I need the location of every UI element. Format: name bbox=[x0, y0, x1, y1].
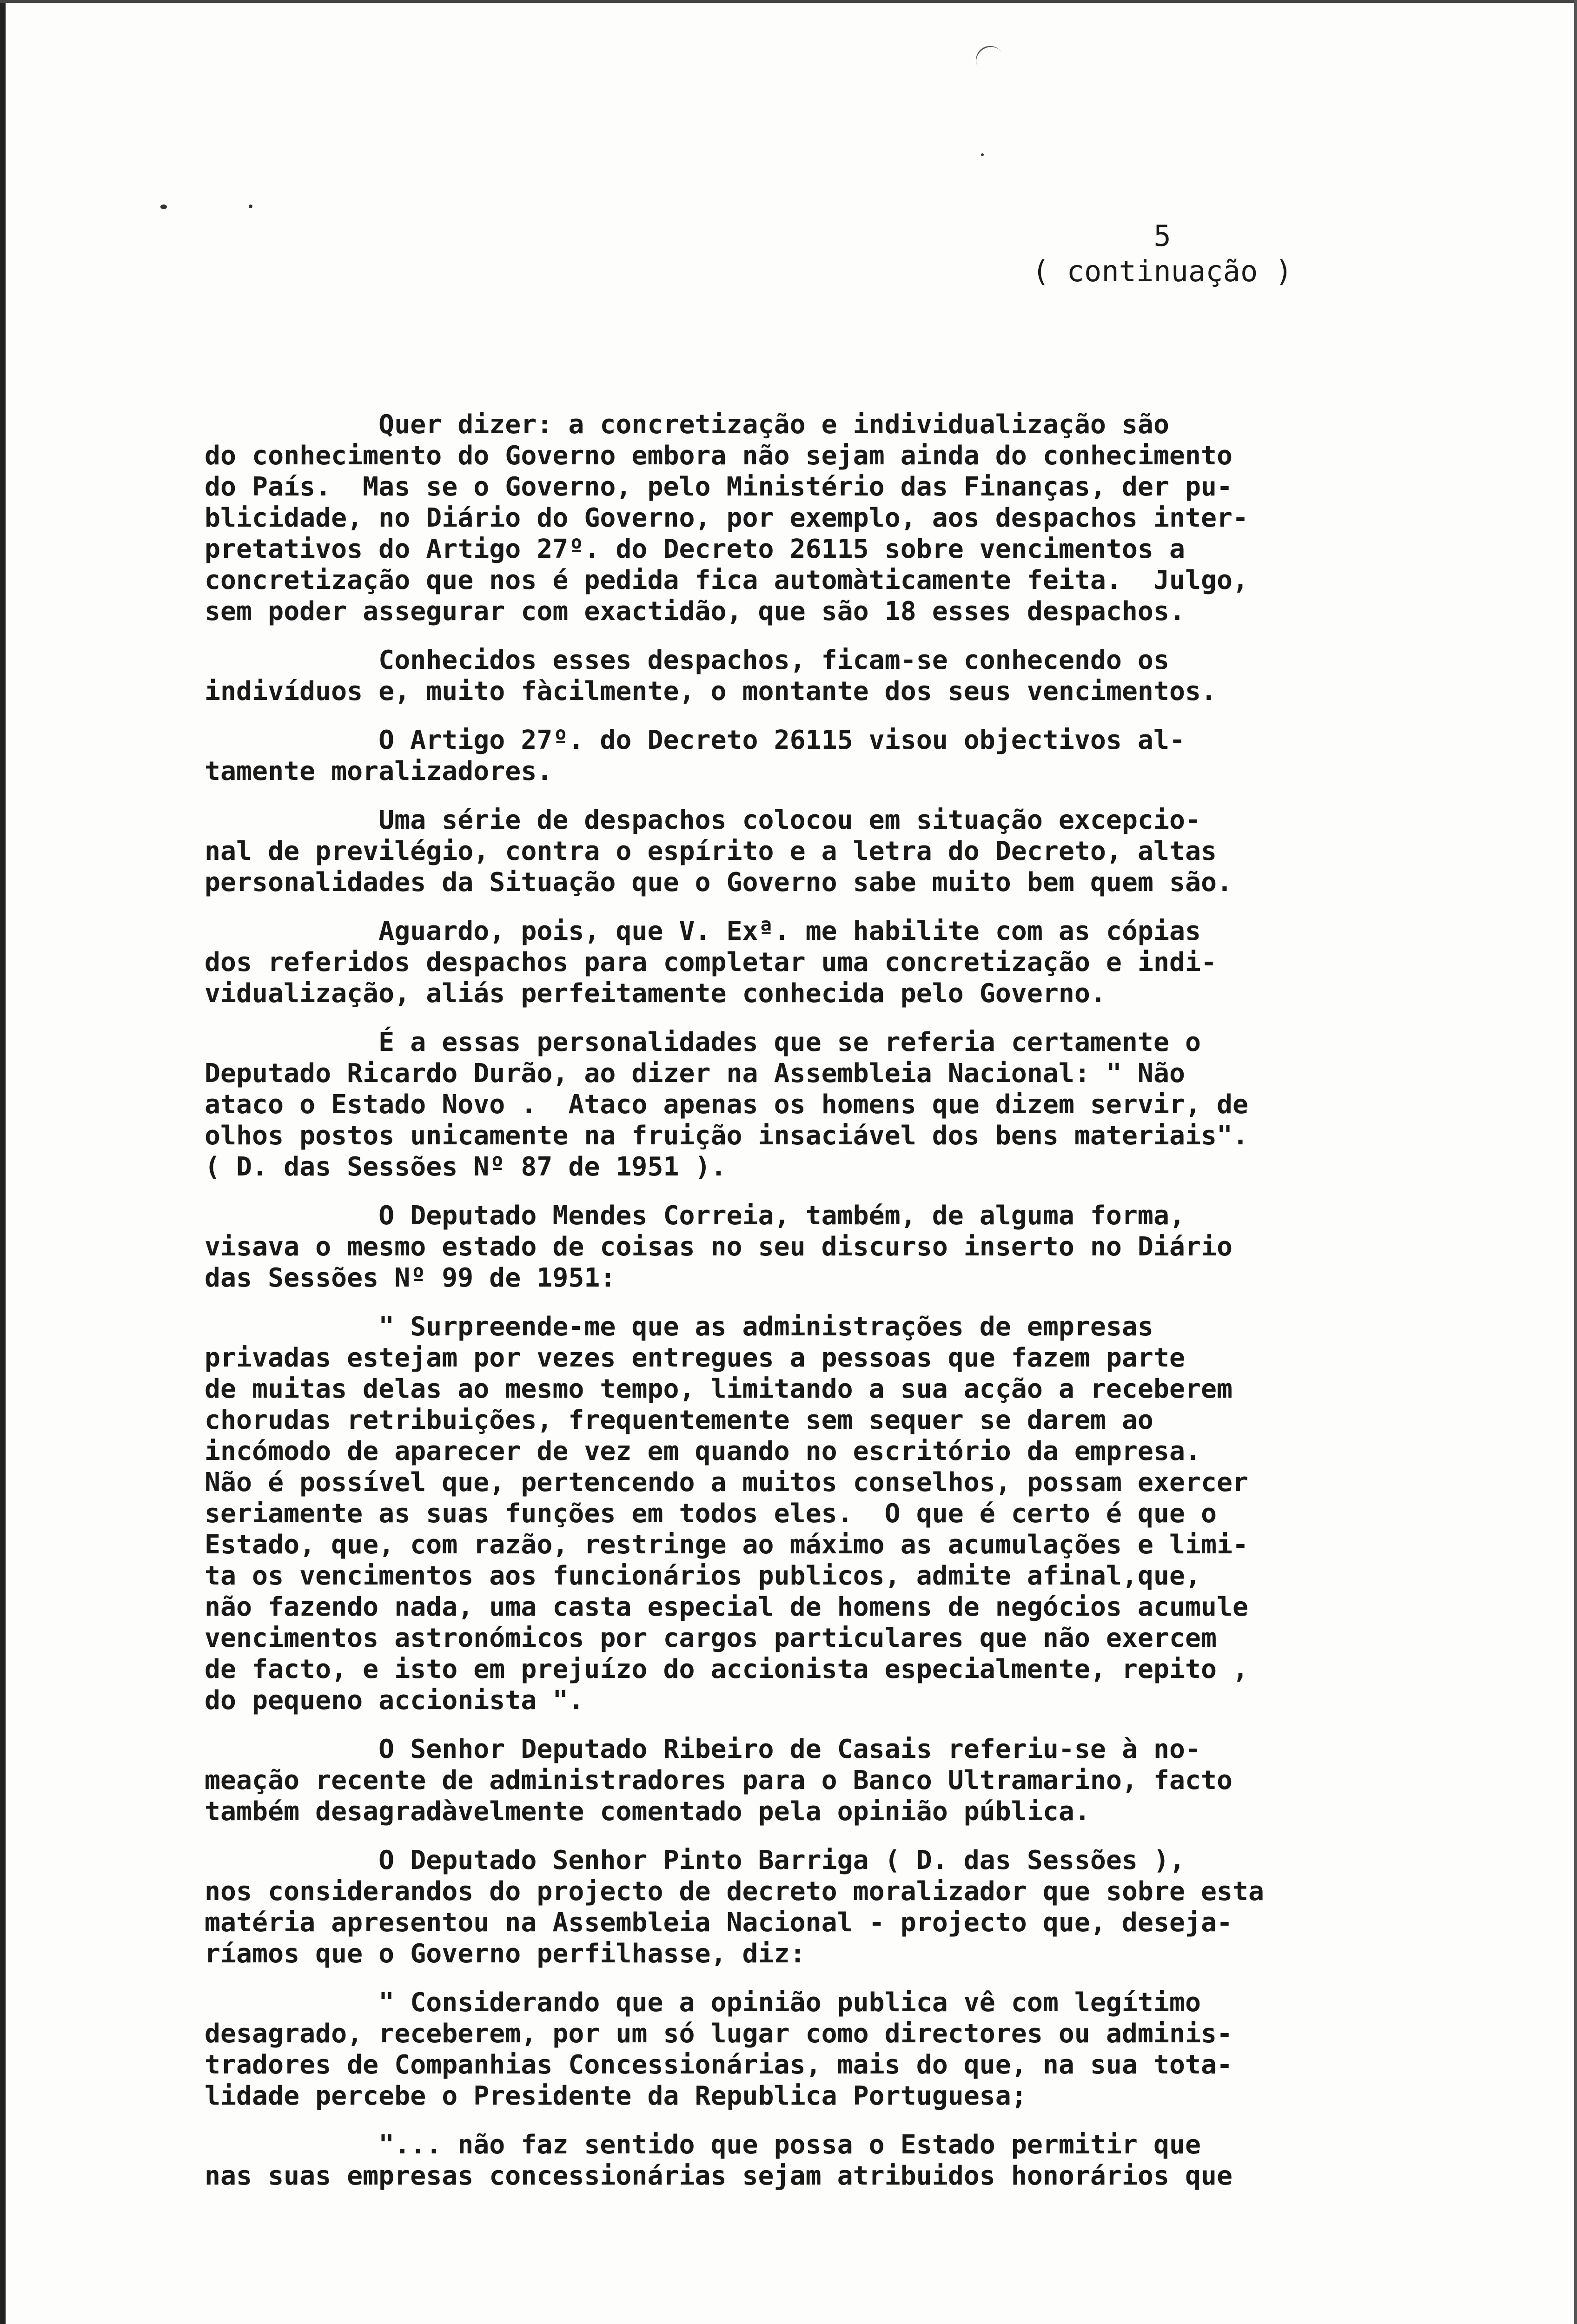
page-edge-right bbox=[1574, 0, 1577, 2324]
text-line: Quer dizer: a concretização e individualização são bbox=[205, 409, 1169, 440]
ink-speck bbox=[981, 153, 984, 156]
paragraph-gap bbox=[205, 1009, 1423, 1027]
page-header bbox=[1000, 218, 1325, 289]
text-line: indivíduos e, muito fàcilmente, o montante dos seus vencimentos. bbox=[205, 676, 1217, 706]
text-line: ta os vencimentos aos funcionários publicos, admite afinal,que, bbox=[205, 1561, 1201, 1591]
text-line: dos referidos despachos para completar uma concretização e indi- bbox=[205, 947, 1217, 977]
text-line: privadas estejam por vezes entregues a pessoas que fazem parte bbox=[205, 1343, 1185, 1373]
text-line: O Deputado Mendes Correia, também, de alguma forma, bbox=[205, 1201, 1185, 1231]
text-line: chorudas retribuições, frequentemente sem sequer se darem ao bbox=[205, 1405, 1153, 1435]
text-line: blicidade, no Diário do Governo, por exemplo, aos despachos inter- bbox=[205, 503, 1249, 533]
paragraph-gap bbox=[205, 1969, 1423, 1987]
text-line: Conhecidos esses despachos, ficam-se conhecendo os bbox=[205, 645, 1169, 675]
text-line: do País. Mas se o Governo, pelo Ministério das Finanças, der pu- bbox=[205, 472, 1233, 502]
text-line: do pequeno accionista ". bbox=[205, 1685, 584, 1716]
text-line: "... não faz sentido que possa o Estado permitir que bbox=[205, 2130, 1201, 2160]
text-line: tradores de Companhias Concessionárias, mais do que, na sua tota- bbox=[205, 2050, 1233, 2080]
text-line: Não é possível que, pertencendo a muitos conselhos, possam exercer bbox=[205, 1467, 1249, 1498]
text-line: " Considerando que a opinião publica vê com legítimo bbox=[205, 1987, 1201, 2018]
paragraph-gap bbox=[205, 627, 1423, 645]
text-line: ríamos que o Governo perfilhasse, diz: bbox=[205, 1939, 806, 1969]
text-line: desagrado, receberem, por um só lugar como directores ou adminis- bbox=[205, 2019, 1233, 2049]
text-line: das Sessões Nº 99 de 1951: bbox=[205, 1263, 616, 1293]
ink-speck bbox=[249, 205, 252, 208]
page-number: 5 bbox=[1153, 219, 1171, 253]
text-line: Estado, que, com razão, restringe ao máximo as acumulações e limi- bbox=[205, 1530, 1249, 1560]
paragraph-gap bbox=[205, 1182, 1423, 1200]
text-line: não fazendo nada, uma casta especial de homens de negócios acumule bbox=[205, 1592, 1249, 1622]
text-line: nas suas empresas concessionárias sejam atribuidos honorários que bbox=[205, 2161, 1233, 2191]
text-line: de facto, e isto em prejuízo do accionista especialmente, repito , bbox=[205, 1654, 1249, 1684]
pencil-mark bbox=[971, 41, 1005, 72]
page-edge-left bbox=[0, 0, 6, 2324]
text-line: vencimentos astronómicos por cargos particulares que não exercem bbox=[205, 1623, 1217, 1653]
paragraph-gap bbox=[205, 1716, 1423, 1734]
ink-speck bbox=[160, 205, 167, 209]
paragraph-gap bbox=[205, 1294, 1423, 1311]
text-line: nal de previlégio, contra o espírito e a letra do Decreto, altas bbox=[205, 836, 1217, 866]
text-line: de muitas delas ao mesmo tempo, limitando a sua acção a receberem bbox=[205, 1374, 1233, 1404]
text-line: " Surpreende-me que as administrações de empresas bbox=[205, 1312, 1153, 1342]
text-line: incómodo de aparecer de vez em quando no escritório da empresa. bbox=[205, 1436, 1201, 1466]
text-line: concretização que nos é pedida fica automàticamente feita. Julgo, bbox=[205, 565, 1249, 595]
text-line: lidade percebe o Presidente da Republica Portuguesa; bbox=[205, 2081, 1027, 2111]
text-line: tamente moralizadores. bbox=[205, 756, 553, 786]
text-line: do conhecimento do Governo embora não sejam ainda do conhecimento bbox=[205, 441, 1233, 471]
text-line: ataco o Estado Novo . Ataco apenas os homens que dizem servir, de bbox=[205, 1089, 1249, 1120]
text-line: Uma série de despachos colocou em situação excepcio- bbox=[205, 805, 1201, 835]
paragraph-gap bbox=[205, 787, 1423, 805]
document-body bbox=[205, 409, 1423, 2192]
text-line: olhos postos unicamente na fruição insaciável dos bens materiais". bbox=[205, 1121, 1249, 1151]
paragraph-gap bbox=[205, 898, 1423, 916]
text-line: sem poder assegurar com exactidão, que são 18 esses despachos. bbox=[205, 596, 1185, 627]
text-line: seriamente as suas funções em todos eles. O que é certo é que o bbox=[205, 1499, 1217, 1529]
page-edge-top bbox=[0, 0, 1577, 3]
text-line: matéria apresentou na Assembleia Nacional - projecto que, deseja- bbox=[205, 1908, 1233, 1938]
paragraph-gap bbox=[205, 707, 1423, 725]
paragraph-gap bbox=[205, 2112, 1423, 2129]
paragraph-gap bbox=[205, 1827, 1423, 1845]
text-line: pretativos do Artigo 27º. do Decreto 26115 sobre vencimentos a bbox=[205, 534, 1185, 564]
text-line: O Senhor Deputado Ribeiro de Casais referiu-se à no- bbox=[205, 1734, 1201, 1764]
text-line: Deputado Ricardo Durão, ao dizer na Assembleia Nacional: " Não bbox=[205, 1058, 1185, 1089]
continuation-label: ( continuação ) bbox=[1032, 254, 1292, 288]
text-line: personalidades da Situação que o Governo sabe muito bem quem são. bbox=[205, 867, 1233, 898]
text-line: O Deputado Senhor Pinto Barriga ( D. das Sessões ), bbox=[205, 1845, 1185, 1875]
text-line: Aguardo, pois, que V. Exª. me habilite com as cópias bbox=[205, 916, 1201, 946]
text-line: vidualização, aliás perfeitamente conhecida pelo Governo. bbox=[205, 978, 1106, 1009]
text-line: O Artigo 27º. do Decreto 26115 visou objectivos al- bbox=[205, 725, 1185, 755]
text-line: também desagradàvelmente comentado pela opinião pública. bbox=[205, 1796, 1090, 1827]
text-line: meação recente de administradores para o Banco Ultramarino, facto bbox=[205, 1765, 1233, 1796]
text-line: visava o mesmo estado de coisas no seu discurso inserto no Diário bbox=[205, 1232, 1233, 1262]
text-line: É a essas personalidades que se referia certamente o bbox=[205, 1027, 1201, 1057]
text-line: ( D. das Sessões Nº 87 de 1951 ). bbox=[205, 1152, 727, 1182]
text-line: nos considerandos do projecto de decreto moralizador que sobre esta bbox=[205, 1876, 1265, 1907]
